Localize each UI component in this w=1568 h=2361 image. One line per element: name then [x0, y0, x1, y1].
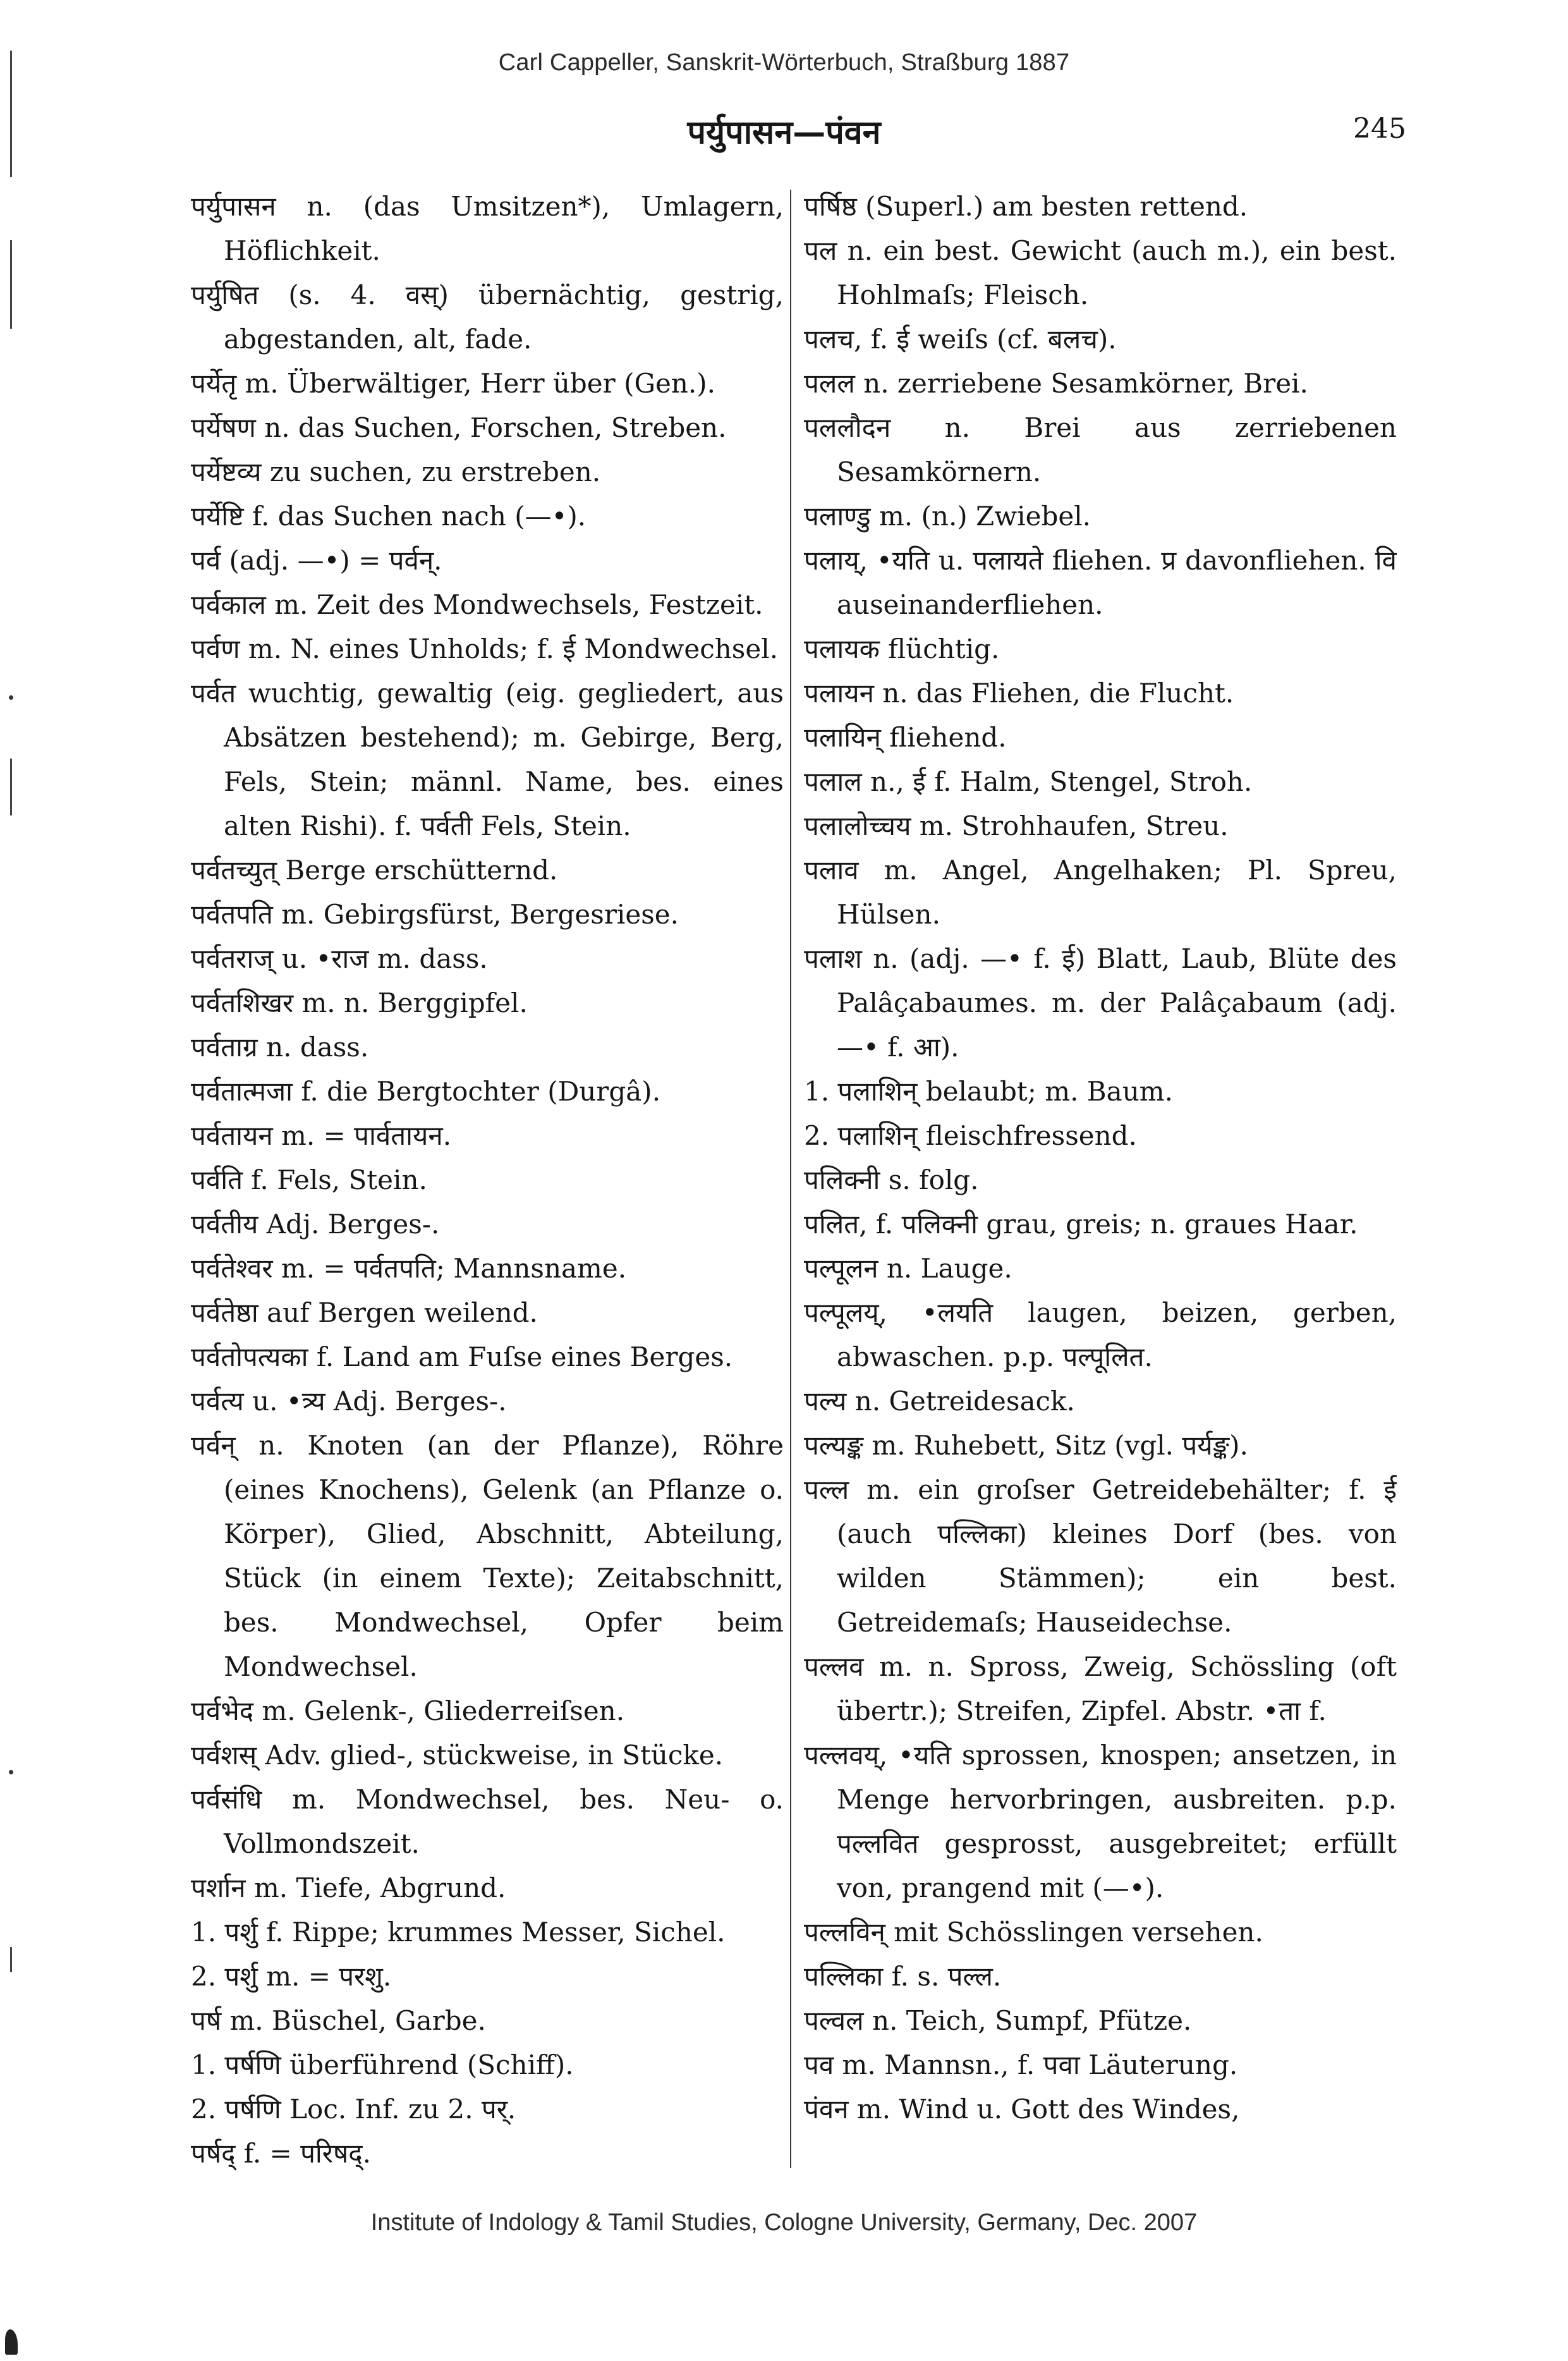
dictionary-entry: पर्वतच्युत् Berge erschütternd.	[191, 855, 558, 886]
dictionary-entry: पर्वकाल m. Zeit des Mondwechsels, Festzeit.	[191, 589, 763, 620]
dictionary-entry: पल्यङ्क m. Ruhebett, Sitz (vgl. पर्यङ्क).	[804, 1430, 1248, 1461]
dictionary-entry: 2. पर्शु m. = परशु.	[191, 1961, 392, 1992]
running-head: पर्युपासन—पंवन	[687, 114, 881, 152]
dictionary-entry: पर्वतोपत्यका f. Land am Fuſse eines Berges.	[191, 1341, 733, 1372]
scan-corner-mark	[5, 2329, 18, 2355]
scan-margin-mark	[10, 759, 12, 815]
dictionary-entry: पलाश n. (adj. —• f. ई) Blatt, Laub, Blüte des Palâçabaumes. m. der Palâçabaum (adj. —• f. आ).	[804, 943, 1397, 1063]
dictionary-entry: पर्वण m. N. eines Unholds; f. ई Mondwechsel.	[191, 633, 778, 664]
dictionary-entry: पल n. ein best. Gewicht (auch m.), ein best. Hohlmaſs; Fleisch.	[804, 235, 1397, 310]
dictionary-entry: पल्लिका f. s. पल्ल.	[804, 1961, 1002, 1992]
dictionary-entry: पर्वतपति m. Gebirgsfürst, Bergesriese.	[191, 899, 679, 930]
source-citation: Carl Cappeller, Sanskrit-Wörterbuch, Straßburg 1887	[498, 49, 1070, 76]
dictionary-entry: पव m. Mannsn., f. पवा Läuterung.	[804, 2049, 1238, 2080]
dictionary-entry: पर्वतात्मजा f. die Bergtochter (Durgâ).	[191, 1076, 661, 1107]
dictionary-entry: पल्लव m. n. Spross, Zweig, Schössling (oft übertr.); Streifen, Zipfel. Abstr. •ता f.	[804, 1651, 1397, 1726]
dictionary-entry: पर्येषण n. das Suchen, Forschen, Streben.	[191, 412, 727, 443]
dictionary-entry: 2. पलाशिन् fleischfressend.	[804, 1120, 1137, 1151]
page-number: 245	[1353, 113, 1406, 145]
dictionary-entry: पर्षद् f. = परिषद्.	[191, 2138, 371, 2169]
dictionary-entry: पलाय्, •यति u. पलायते fliehen. प्र davonfliehen. वि auseinanderfliehen.	[804, 545, 1397, 620]
dictionary-entry: पल्पूलय्, •लयति laugen, beizen, gerben, abwaschen. p.p. पल्पूलित.	[804, 1297, 1397, 1372]
footer-credit: Institute of Indology & Tamil Studies, Cologne University, Germany, Dec. 2007	[370, 2209, 1198, 2236]
dictionary-entry: पल्लवय्, •यति sprossen, knospen; ansetzen, in Menge hervorbringen, ausbreiten. p.p. पल्लवित gesprosst, ausgebreitet; erfüllt von, prangend mit (—•).	[804, 1740, 1397, 1903]
dictionary-entry: पर्ष m. Büschel, Garbe.	[191, 2005, 486, 2036]
dictionary-entry: पर्वत्य u. •त्र्य Adj. Berges-.	[191, 1386, 507, 1417]
dictionary-entry: पर्वतीय Adj. Berges-.	[191, 1209, 440, 1240]
dictionary-entry: पर्वन् n. Knoten (an der Pflanze), Röhre (eines Knochens), Gelenk (an Pflanze o. Körper), Glied, Abschnitt, Abteilung, Stück (in einem Texte); Zeitabschnitt, bes. Mondwechsel, Opfer beim Mondwechsel.	[191, 1430, 784, 1682]
dictionary-entry: पलायक flüchtig.	[804, 633, 1000, 664]
dictionary-entry: पलच, f. ई weiſs (cf. बलच).	[804, 324, 1117, 355]
dictionary-entry: पलाव m. Angel, Angelhaken; Pl. Spreu, Hülsen.	[804, 855, 1397, 930]
dictionary-entry: पलाल n., ई f. Halm, Stengel, Stroh.	[804, 766, 1253, 797]
right-column	[804, 185, 1397, 2176]
dictionary-entry: पलायन n. das Fliehen, die Flucht.	[804, 678, 1234, 709]
column-divider	[790, 190, 791, 2168]
dictionary-entry: पलित, f. पलिक्नी grau, greis; n. graues Haar.	[804, 1209, 1358, 1240]
dictionary-entry: पर्षिष्ठ (Superl.) am besten rettend.	[804, 191, 1248, 222]
scan-margin-mark	[10, 240, 12, 329]
dictionary-entry: पर्येष्टि f. das Suchen nach (—•).	[191, 501, 586, 532]
dictionary-entry: पर्युपासन n. (das Umsitzen*), Umlagern, Höflichkeit.	[191, 191, 784, 266]
dictionary-entry: पलिक्नी s. folg.	[804, 1164, 979, 1195]
dictionary-entry: पर्वतेश्वर m. = पर्वतपति; Mannsname.	[191, 1253, 627, 1284]
dictionary-entry: पर्शान m. Tiefe, Abgrund.	[191, 1872, 506, 1903]
scan-margin-mark	[10, 1947, 12, 1972]
scan-margin-mark	[10, 51, 12, 177]
dictionary-entry: पर्वतायन m. = पार्वतायन.	[191, 1120, 452, 1151]
dictionary-entry: पर्वसंधि m. Mondwechsel, bes. Neu- o. Vollmondszeit.	[191, 1784, 784, 1859]
dictionary-entry: पललौदन n. Brei aus zerriebenen Sesamkörnern.	[804, 412, 1397, 487]
dictionary-entry: पर्वति f. Fels, Stein.	[191, 1164, 427, 1195]
dictionary-entry: पल्लविन् mit Schösslingen versehen.	[804, 1917, 1263, 1948]
scan-margin-dot	[9, 1770, 13, 1774]
dictionary-entry: पर्येष्टव्य zu suchen, zu erstreben.	[191, 456, 601, 487]
dictionary-entry: पर्येतृ m. Überwältiger, Herr über (Gen.).	[191, 368, 716, 399]
dictionary-entry: 2. पर्षणि Loc. Inf. zu 2. पर्.	[191, 2094, 516, 2125]
dictionary-entry: पलल n. zerriebene Sesamkörner, Brei.	[804, 368, 1308, 399]
dictionary-entry: 1. पर्षणि überführend (Schiff).	[191, 2049, 574, 2080]
dictionary-entry: पल्ल m. ein groſser Getreidebehälter; f. ई (auch पल्लिका) kleines Dorf (bes. von wilden Stämmen); ein best. Getreidemaſs; Hauseidechse.	[804, 1474, 1397, 1638]
left-column	[191, 185, 784, 2176]
dictionary-entry: पर्वभेद m. Gelenk-, Gliederreiſsen.	[191, 1695, 625, 1726]
dictionary-entry: पर्व (adj. —•) = पर्वन्.	[191, 545, 442, 576]
dictionary-entry: 1. पर्शु f. Rippe; krummes Messer, Sichel.	[191, 1917, 726, 1948]
dictionary-entry: पर्वत wuchtig, gewaltig (eig. gegliedert, aus Absätzen bestehend); m. Gebirge, Berg, Fels, Stein; männl. Name, bes. eines alten Rishi). f. पर्वती Fels, Stein.	[191, 678, 784, 841]
dictionary-entry: पर्वतराज् u. •राज m. dass.	[191, 943, 488, 974]
dictionary-entry: पर्युषित (s. 4. वस्) übernächtig, gestrig, abgestanden, alt, fade.	[191, 279, 784, 355]
dictionary-entry: पर्वतशिखर m. n. Berggipfel.	[191, 987, 528, 1018]
dictionary-entry: पलायिन् fliehend.	[804, 722, 1007, 753]
dictionary-entry: पंवन m. Wind u. Gott des Windes,	[804, 2094, 1240, 2125]
dictionary-entry: पलालोच्चय m. Strohhaufen, Streu.	[804, 810, 1229, 841]
scan-margin-dot	[9, 695, 13, 700]
dictionary-entry: पल्य n. Getreidesack.	[804, 1386, 1075, 1417]
dictionary-entry: पलाण्डु m. (n.) Zwiebel.	[804, 501, 1091, 532]
dictionary-entry: पल्पूलन n. Lauge.	[804, 1253, 1012, 1284]
dictionary-entry: पर्वशस् Adv. glied-, stückweise, in Stücke.	[191, 1740, 724, 1771]
dictionary-entry: 1. पलाशिन् belaubt; m. Baum.	[804, 1076, 1173, 1107]
dictionary-entry: पर्वतेष्ठा auf Bergen weilend.	[191, 1297, 538, 1328]
dictionary-entry: पल्वल n. Teich, Sumpf, Pfütze.	[804, 2005, 1192, 2036]
dictionary-entry: पर्वताग्र n. dass.	[191, 1032, 369, 1063]
